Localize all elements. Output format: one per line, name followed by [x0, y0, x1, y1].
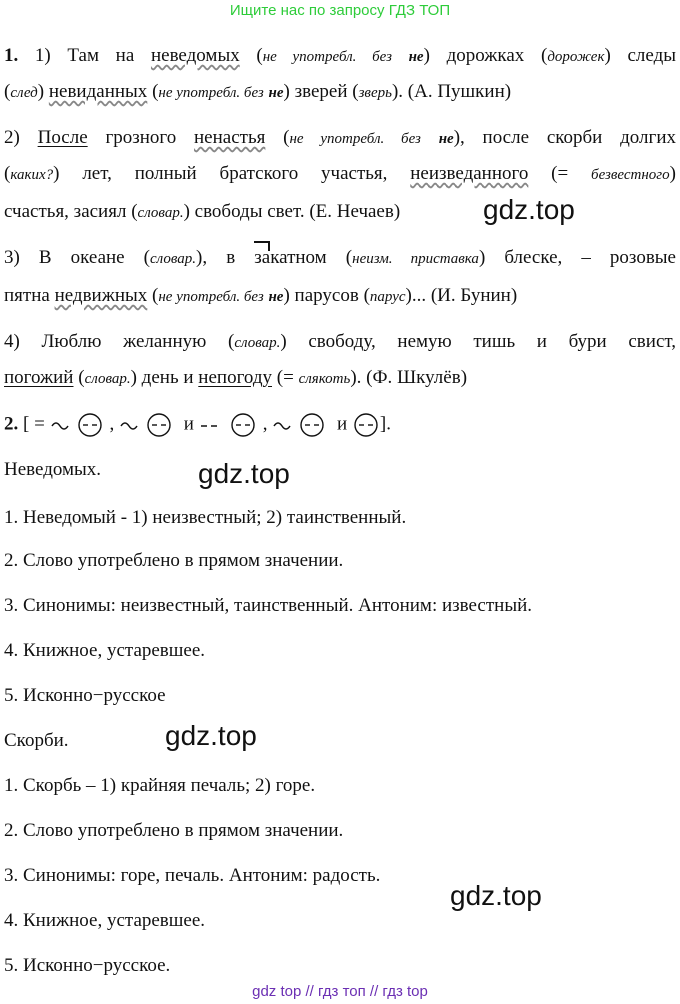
- sentence-2-line-3: счастья, засиял (словар.) свободы свет. (Е. Нечаев): [4, 201, 401, 222]
- word-nevidannykh: невиданных: [48, 81, 148, 102]
- watermark-2: gdz.top: [198, 458, 290, 489]
- dash-circle-scheme-icon: [199, 412, 263, 438]
- wavy-circle-scheme-icon: [119, 412, 179, 438]
- word-2-item: 5. Исконно−русское.: [4, 955, 171, 976]
- sentence-1-line-1: 1. 1) Там на неведомых (не употребл. без не) дорожках (дорожек) следы: [4, 45, 676, 66]
- word-2-item: 4. Книжное, устаревшее.: [4, 910, 206, 931]
- top-search-link[interactable]: Ищите нас по запросу ГДЗ ТОП: [229, 2, 451, 19]
- circle-scheme-icon: [352, 412, 380, 438]
- word-1-item: 5. Исконно−русское: [4, 685, 166, 706]
- sentence-4-line-2: погожий (словар.) день и непогоду (= слякоть). (Ф. Шкулёв): [4, 367, 468, 388]
- word-1-item: 2. Слово употреблено в прямом значении.: [4, 550, 344, 571]
- word-nevedomykh: неведомых: [150, 45, 240, 66]
- word-1-title: Неведомых.: [4, 459, 102, 480]
- word-2-item: 2. Слово употреблено в прямом значении.: [4, 820, 344, 841]
- word-2-title: Скорби.: [4, 730, 69, 751]
- prefix-mark-icon: закатном: [254, 247, 327, 268]
- watermark-4: gdz.top: [450, 880, 542, 911]
- word-1-item: 1. Неведомый - 1) неизвестный; 2) таинственный.: [4, 507, 407, 528]
- word-2-item: 3. Синонимы: горе, печаль. Антоним: радость.: [4, 865, 381, 886]
- word-nedvizhnykh: недвижных: [54, 285, 148, 306]
- word-1-item: 3. Синонимы: неизвестный, таинственный. Антоним: известный.: [4, 595, 533, 616]
- watermark-1: gdz.top: [483, 194, 575, 225]
- sentence-1-line-2: (след) невиданных (не употребл. без не) зверей (зверь). (А. Пушкин): [4, 81, 512, 102]
- word-2-item: 1. Скорбь – 1) крайняя печаль; 2) горе.: [4, 775, 316, 796]
- bottom-links[interactable]: gdz top // гдз топ // гдз top: [252, 983, 428, 1000]
- word-pogozhiy: погожий: [4, 367, 74, 388]
- word-nepogodu: непогоду: [198, 367, 273, 388]
- sentence-4-line-1: 4) Люблю желанную (словар.) свободу, немую тишь и бури свист,: [4, 331, 676, 352]
- sentence-3-line-2: пятна недвижных (не употребл. без не) парусов (парус)... (И. Бунин): [4, 285, 518, 306]
- watermark-3: gdz.top: [165, 720, 257, 751]
- task-number-1: 1.: [4, 45, 19, 66]
- word-1-item: 4. Книжное, устаревшее.: [4, 640, 206, 661]
- word-posle: После: [37, 127, 88, 148]
- word-nenastya: ненастья: [194, 127, 266, 148]
- sentence-scheme: 2. [ = , и , и ].: [4, 412, 391, 438]
- sentence-3-line-1: 3) В океане (словар.), в закатном (неизм. приставка) блеске, – розовые: [4, 247, 676, 268]
- wavy-circle-scheme-icon: [272, 412, 332, 438]
- sentence-2-line-2: (каких?) лет, полный братского участья, неизведанного (= безвестного): [4, 163, 676, 184]
- sentence-2-line-1: 2) После грозного ненастья (не употребл. без не), после скорби долгих: [4, 127, 676, 148]
- wavy-circle-scheme-icon: [50, 412, 110, 438]
- word-neizvedannogo: неизведанного: [410, 163, 529, 184]
